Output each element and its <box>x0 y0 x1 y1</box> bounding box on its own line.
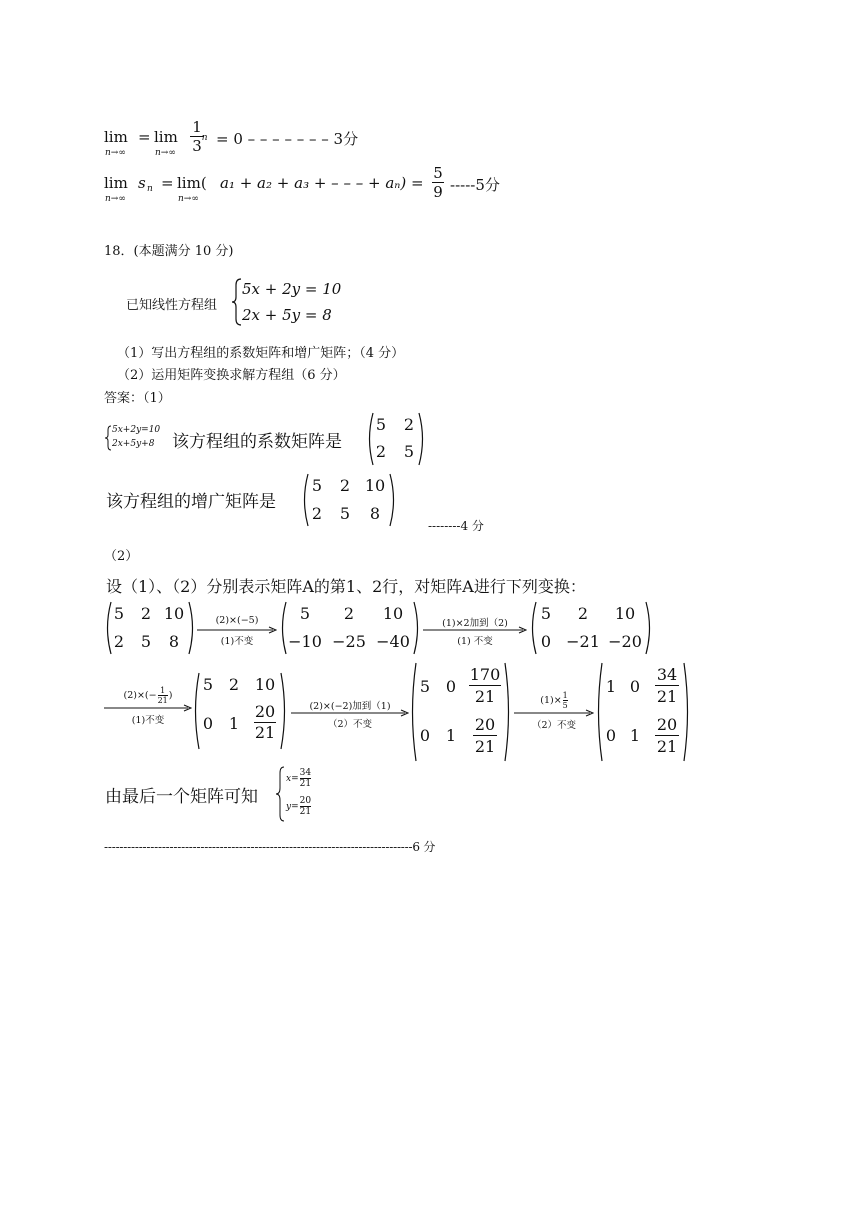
limit-line-1 <box>104 118 464 158</box>
part-1-text: （1）写出方程组的系数矩阵和增广矩阵；（4 分） <box>117 346 405 361</box>
solution-x: x= 34 21 <box>286 768 312 789</box>
fraction: 1 21 <box>157 686 168 705</box>
fraction <box>432 164 444 201</box>
matrix-cell: 2 <box>311 504 323 523</box>
fraction: 34 21 <box>299 768 312 789</box>
matrix-cell: 0 <box>445 677 457 696</box>
fraction: 1 5 <box>562 691 568 710</box>
denominator: 9 <box>433 183 443 201</box>
lim-text: lim <box>154 128 178 146</box>
numerator: 1 <box>192 118 202 136</box>
matrix-cell: 2 <box>228 675 240 694</box>
series-sum: a₁ + a₂ + a₃ + – – – + aₙ) = <box>220 174 424 192</box>
matrix-cell: 5 <box>403 442 415 461</box>
matrix-cell: 5 <box>339 504 351 523</box>
numerator: 5 <box>433 164 443 182</box>
transform-arrow-4 <box>291 697 409 730</box>
matrix-cell: 0 <box>629 677 641 696</box>
matrix-cell: 2 <box>140 604 152 623</box>
matrix-cell: 5 <box>113 604 125 623</box>
arrow-label-top: (2)×(− 1 21 ) <box>123 686 173 705</box>
arrow-label-top: (2)×(−5) <box>215 615 259 626</box>
lim-text: lim <box>104 174 128 192</box>
matrix-cell: 5 <box>419 677 431 696</box>
matrix-step-6 <box>595 662 691 762</box>
transform-arrow-2 <box>423 614 527 647</box>
arrow-label-top: (1)×2加到（2) <box>442 618 508 629</box>
fraction: 20 21 <box>254 702 276 742</box>
lim-text: lim( <box>177 174 207 192</box>
question-header: 18．(本题满分 10 分) <box>104 244 234 259</box>
small-equation-1: 5x+2y=10 <box>112 425 161 435</box>
transform-arrow-5 <box>514 691 594 729</box>
fraction: 34 21 <box>656 665 678 706</box>
matrix-cell: 8 <box>168 632 180 651</box>
matrix-cell: −40 <box>376 632 410 651</box>
matrix-cell: −10 <box>288 632 322 651</box>
part-2-text: （2）运用矩阵变换求解方程组（6 分） <box>117 368 346 383</box>
right-arrow-icon <box>104 704 192 712</box>
matrix-cell: 2 <box>113 632 125 651</box>
matrix-cell: 0 <box>419 726 431 745</box>
equals-sign: = <box>138 128 151 146</box>
equation-2: 2x + 5y = 8 <box>242 306 332 324</box>
matrix-cell: 5 <box>311 476 323 495</box>
solution-y: y= 20 21 <box>286 796 312 817</box>
known-text: 已知线性方程组 <box>126 298 218 313</box>
coefficient-matrix <box>366 412 426 466</box>
augmented-matrix <box>301 473 397 527</box>
matrix-cell: 1 <box>605 677 617 696</box>
matrix-cell: 2 <box>375 442 387 461</box>
coefficient-matrix-text: 该方程组的系数矩阵是 <box>172 432 342 452</box>
lim-subscript: n→∞ <box>155 148 176 158</box>
matrix-cell: 10 <box>163 604 185 623</box>
result-score-text: = 0 – – – – – – – 3分 <box>216 130 359 148</box>
matrix-cell: 5 <box>202 675 214 694</box>
matrix-step-3 <box>529 601 653 655</box>
matrix-cell: 10 <box>382 604 404 623</box>
arrow-label-top: (2)×(−2)加到（1) <box>309 701 391 712</box>
matrix-cell: 2 <box>339 476 351 495</box>
matrix-cell: 10 <box>364 476 386 495</box>
matrix-cell: 5 <box>140 632 152 651</box>
answer-label: 答案：（1） <box>104 391 171 406</box>
matrix-cell: 5 <box>375 415 387 434</box>
solution-brace <box>275 766 285 822</box>
matrix-cell: 0 <box>605 726 617 745</box>
exponent: n <box>201 133 208 143</box>
arrow-label-bottom: (1) 不变 <box>457 636 493 647</box>
matrix-cell: −21 <box>566 632 600 651</box>
matrix-step-1 <box>104 601 196 655</box>
matrix-cell: 10 <box>614 604 636 623</box>
transform-arrow-1 <box>197 614 277 647</box>
augmented-matrix-text: 该方程组的增广矩阵是 <box>106 492 276 512</box>
equals-sign: = <box>161 174 174 192</box>
small-equation-2: 2x+5y+8 <box>112 439 155 449</box>
fraction: 20 21 <box>656 715 678 756</box>
arrow-label-top: (1)× 1 5 <box>540 691 568 710</box>
matrix-cell: 0 <box>202 714 214 733</box>
part-2-label: （2） <box>104 549 139 564</box>
denominator: 3 n <box>192 133 208 155</box>
limit-line-2 <box>104 164 544 204</box>
matrix-cell: 2 <box>577 604 589 623</box>
small-brace <box>104 425 112 451</box>
matrix-cell: 2 <box>343 604 355 623</box>
arrow-label-bottom: (1)不变 <box>131 715 165 726</box>
score-4-text: --------4 分 <box>428 519 484 533</box>
equation-1: 5x + 2y = 10 <box>242 280 342 298</box>
matrix-cell: 1 <box>228 714 240 733</box>
right-arrow-icon <box>514 709 594 717</box>
lim-subscript: n→∞ <box>178 194 199 204</box>
matrix-cell: −25 <box>332 632 366 651</box>
conclusion-text: 由最后一个矩阵可知 <box>105 787 258 807</box>
lim-text: lim <box>104 128 128 146</box>
matrix-cell: 2 <box>403 415 415 434</box>
matrix-cell: 10 <box>254 675 276 694</box>
matrix-cell: 0 <box>540 632 552 651</box>
lim-subscript: n→∞ <box>105 148 126 158</box>
matrix-cell: 8 <box>369 504 381 523</box>
lim-subscript: n→∞ <box>105 194 126 204</box>
matrix-step-4 <box>192 672 288 750</box>
score-text: -----5分 <box>450 176 500 194</box>
s-variable: s <box>138 174 146 192</box>
matrix-cell: 5 <box>540 604 552 623</box>
fraction: 170 21 <box>469 665 501 706</box>
fraction <box>190 118 208 155</box>
fraction: 20 21 <box>299 796 312 817</box>
fraction: 20 21 <box>474 715 496 756</box>
score-6-text: --------------------------------------------------------------------------------6 分 <box>104 840 436 854</box>
matrix-cell: 1 <box>445 726 457 745</box>
transform-arrow-3 <box>104 686 192 726</box>
arrow-label-bottom: （2）不变 <box>531 720 577 731</box>
arrow-label-bottom: (1)不变 <box>220 636 254 647</box>
matrix-cell: 1 <box>629 726 641 745</box>
transformation-intro: 设（1）、（2）分别表示矩阵A的第1、2行，对矩阵A进行下列变换： <box>106 577 586 596</box>
arrow-label-bottom: （2）不变 <box>327 719 373 730</box>
s-subscript: n <box>147 184 153 194</box>
matrix-cell: −20 <box>608 632 642 651</box>
matrix-step-2 <box>279 601 421 655</box>
matrix-step-5 <box>409 662 512 762</box>
matrix-cell: 5 <box>299 604 311 623</box>
